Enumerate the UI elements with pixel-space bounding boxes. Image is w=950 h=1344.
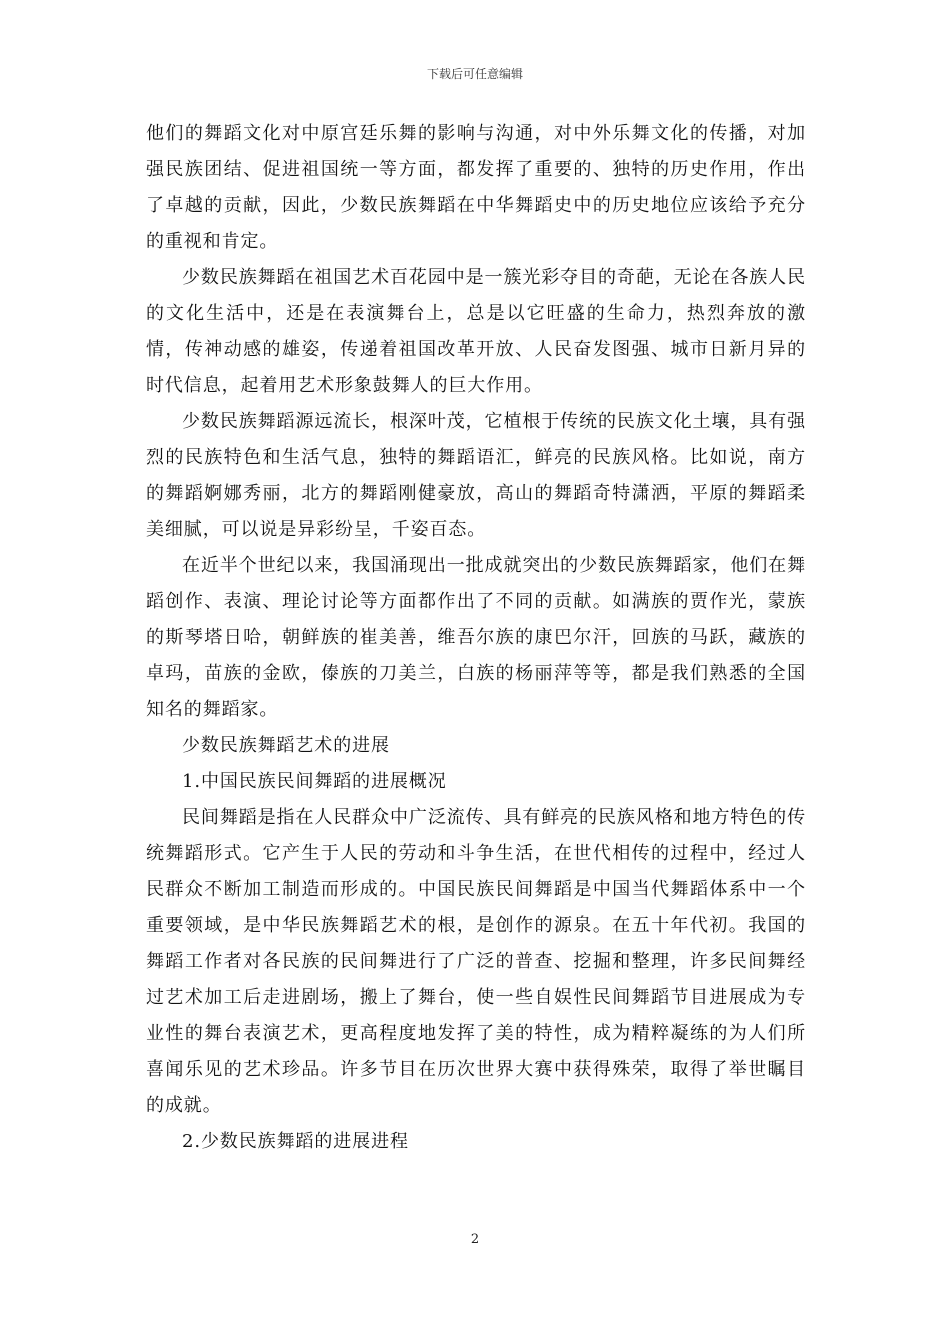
section-heading: 少数民族舞蹈艺术的进展	[182, 735, 390, 756]
page-header: 下载后可任意编辑	[426, 67, 523, 81]
paragraph-long-history: 少数民族舞蹈源远流长，根深叶茂，它植根于传统的民族文化土壤，具有强烈的民族特色和生活气息，独特的舞蹈语汇，鲜亮的民族风格。比如说，南方的舞蹈婀娜秀丽，北方的舞蹈刚健豪放，高山的舞蹈奇特潇洒，平原的舞蹈柔美细腻，可以说是异彩纷呈，千姿百态。	[146, 411, 806, 540]
subsection-heading-2: 2.少数民族舞蹈的进展进程	[182, 1131, 409, 1152]
paragraph-continuation: 他们的舞蹈文化对中原宫廷乐舞的影响与沟通，对中外乐舞文化的传播，对加强民族团结、促进祖国统一等方面，都发挥了重要的、独特的历史作用，作出了卓越的贡献，因此，少数民族舞蹈在中华舞蹈史中的历史地位应该给予充分的重视和肯定。	[146, 123, 806, 252]
paragraph-art-garden: 少数民族舞蹈在祖国艺术百花园中是一簇光彩夺目的奇葩，无论在各族人民的文化生活中，还是在表演舞台上，总是以它旺盛的生命力，热烈奔放的激情，传神动感的雄姿，传递着祖国改革开放、人民奋发图强、城市日新月异的时代信息，起着用艺术形象鼓舞人的巨大作用。	[146, 267, 806, 396]
paragraph-folk-dance: 民间舞蹈是指在人民群众中广泛流传、具有鲜亮的民族风格和地方特色的传统舞蹈形式。它产生于人民的劳动和斗争生活，在世代相传的过程中，经过人民群众不断加工制造而形成的。中国民族民间舞蹈是中国当代舞蹈体系中一个重要领域，是中华民族舞蹈艺术的根，是创作的源泉。在五十年代初。我国的舞蹈工作者对各民族的民间舞进行了广泛的普查、挖掘和整理，许多民间舞经过艺术加工后走进剧场，搬上了舞台，使一些自娱性民间舞蹈节目进展成为专业性的舞台表演艺术，更高程度地发挥了美的特性，成为精粹凝练的为人们所喜闻乐见的艺术珍品。许多节目在历次世界大赛中获得殊荣，取得了举世瞩目的成就。	[146, 807, 806, 1116]
page-number: 2	[470, 1232, 480, 1247]
paragraph-dancers: 在近半个世纪以来，我国涌现出一批成就突出的少数民族舞蹈家，他们在舞蹈创作、表演、理论讨论等方面都作出了不同的贡献。如满族的贾作光，蒙族的斯琴塔日哈，朝鲜族的崔美善，维吾尔族的康巴尔汗，回族的马跃，藏族的卓玛，苗族的金欧，傣族的刀美兰，白族的杨丽萍等等，都是我们熟悉的全国知名的舞蹈家。	[146, 555, 806, 720]
subsection-heading-1: 1.中国民族民间舞蹈的进展概况	[182, 771, 447, 792]
document-body	[146, 116, 806, 1160]
